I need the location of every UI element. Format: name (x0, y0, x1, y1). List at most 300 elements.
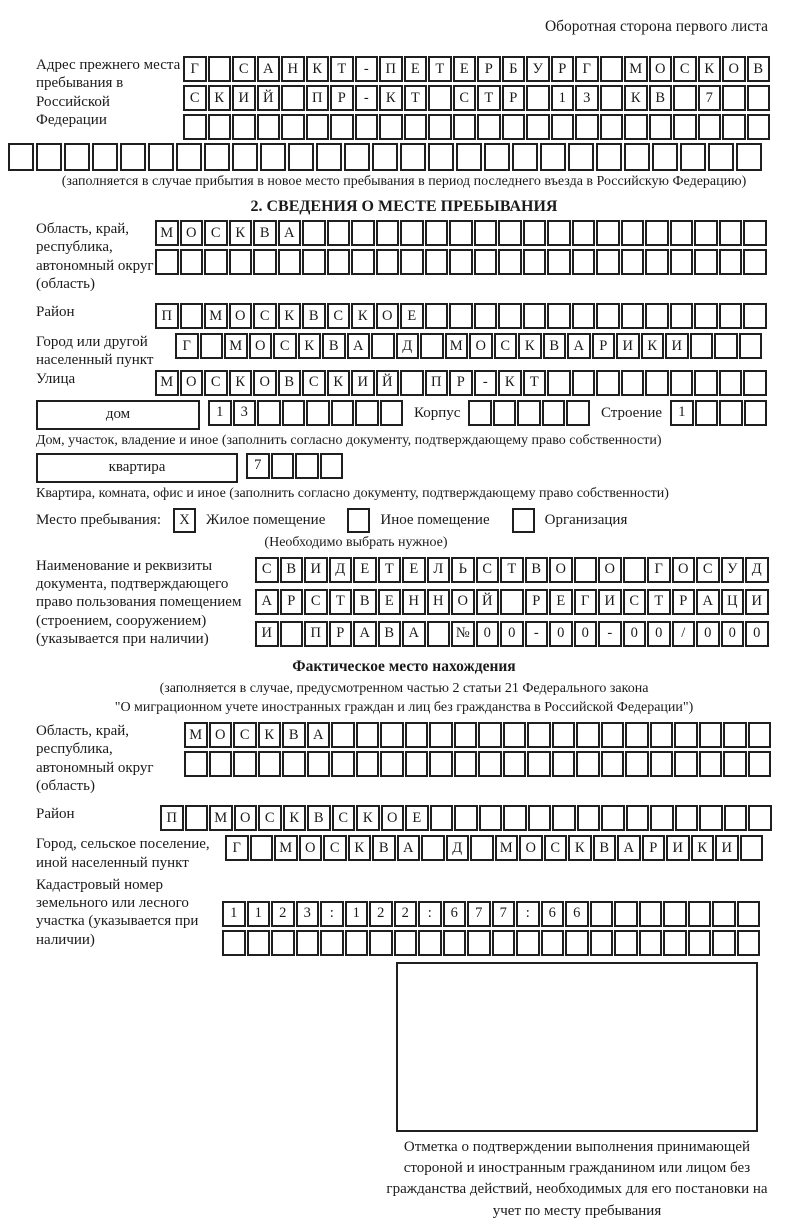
char-cell[interactable]: С (253, 303, 277, 329)
char-cell[interactable]: С (183, 85, 207, 111)
char-cell[interactable]: В (353, 589, 377, 615)
stay-option-other-checkbox[interactable] (347, 508, 370, 533)
char-cell[interactable] (572, 370, 596, 396)
char-cell[interactable]: С (233, 722, 257, 748)
char-cell[interactable]: : (320, 901, 344, 927)
char-cell[interactable]: К (258, 722, 282, 748)
char-cell[interactable]: Р (551, 56, 575, 82)
char-cell[interactable] (639, 901, 663, 927)
char-cell[interactable]: В (307, 805, 331, 831)
char-cell[interactable] (176, 143, 202, 171)
char-cell[interactable] (572, 249, 596, 275)
char-cell[interactable] (670, 249, 694, 275)
char-cell[interactable] (474, 249, 498, 275)
char-cell[interactable] (699, 722, 723, 748)
char-cell[interactable] (454, 751, 478, 777)
char-cell[interactable] (8, 143, 34, 171)
char-cell[interactable] (222, 930, 246, 956)
char-cell[interactable]: 0 (500, 621, 524, 647)
char-cell[interactable] (330, 114, 354, 140)
char-cell[interactable]: К (278, 303, 302, 329)
char-cell[interactable]: О (469, 333, 493, 359)
char-cell[interactable]: 0 (647, 621, 671, 647)
char-cell[interactable]: К (698, 56, 722, 82)
char-cell[interactable]: Б (502, 56, 526, 82)
char-cell[interactable] (278, 249, 302, 275)
char-cell[interactable]: В (302, 303, 326, 329)
char-cell[interactable]: К (568, 835, 592, 861)
char-cell[interactable] (257, 400, 281, 426)
char-cell[interactable] (572, 303, 596, 329)
char-cell[interactable]: 2 (394, 901, 418, 927)
char-cell[interactable]: К (518, 333, 542, 359)
char-cell[interactable]: К (641, 333, 665, 359)
char-cell[interactable]: Р (672, 589, 696, 615)
char-cell[interactable] (331, 751, 355, 777)
char-cell[interactable] (736, 143, 762, 171)
char-cell[interactable] (624, 143, 650, 171)
char-cell[interactable] (454, 805, 478, 831)
char-cell[interactable]: С (544, 835, 568, 861)
char-cell[interactable] (316, 143, 342, 171)
char-cell[interactable]: К (298, 333, 322, 359)
char-cell[interactable] (428, 114, 452, 140)
char-cell[interactable] (621, 303, 645, 329)
char-cell[interactable]: Т (330, 56, 354, 82)
char-cell[interactable] (498, 249, 522, 275)
char-cell[interactable] (694, 370, 718, 396)
char-cell[interactable] (429, 722, 453, 748)
char-cell[interactable]: Р (280, 589, 304, 615)
char-cell[interactable] (596, 249, 620, 275)
char-cell[interactable]: 2 (369, 901, 393, 927)
char-cell[interactable]: О (229, 303, 253, 329)
char-cell[interactable] (204, 249, 228, 275)
char-cell[interactable] (690, 333, 714, 359)
char-cell[interactable]: 0 (721, 621, 745, 647)
char-cell[interactable] (380, 751, 404, 777)
char-cell[interactable]: К (306, 56, 330, 82)
char-cell[interactable]: А (347, 333, 371, 359)
char-cell[interactable] (376, 249, 400, 275)
char-cell[interactable] (601, 805, 625, 831)
char-cell[interactable] (528, 805, 552, 831)
char-cell[interactable]: О (649, 56, 673, 82)
char-cell[interactable] (208, 56, 232, 82)
char-cell[interactable]: П (160, 805, 184, 831)
char-cell[interactable] (547, 249, 571, 275)
char-cell[interactable]: - (474, 370, 498, 396)
char-cell[interactable] (351, 249, 375, 275)
char-cell[interactable]: Р (502, 85, 526, 111)
char-cell[interactable] (670, 303, 694, 329)
char-cell[interactable] (737, 930, 761, 956)
char-cell[interactable]: Т (500, 557, 524, 583)
char-cell[interactable]: К (498, 370, 522, 396)
char-cell[interactable]: К (351, 303, 375, 329)
char-cell[interactable] (233, 751, 257, 777)
char-cell[interactable]: А (278, 220, 302, 246)
char-cell[interactable] (400, 143, 426, 171)
char-cell[interactable] (652, 143, 678, 171)
char-cell[interactable] (527, 751, 551, 777)
char-cell[interactable] (148, 143, 174, 171)
char-cell[interactable] (400, 370, 424, 396)
char-cell[interactable]: А (696, 589, 720, 615)
char-cell[interactable] (699, 751, 723, 777)
char-cell[interactable] (320, 930, 344, 956)
char-cell[interactable]: К (348, 835, 372, 861)
char-cell[interactable] (719, 303, 743, 329)
char-cell[interactable]: Р (329, 621, 353, 647)
char-cell[interactable]: 7 (246, 453, 270, 479)
char-cell[interactable] (694, 303, 718, 329)
char-cell[interactable] (523, 249, 547, 275)
char-cell[interactable] (327, 220, 351, 246)
char-cell[interactable] (429, 751, 453, 777)
char-cell[interactable] (355, 400, 379, 426)
char-cell[interactable]: С (204, 220, 228, 246)
char-cell[interactable]: О (253, 370, 277, 396)
stay-option-organization-checkbox[interactable] (512, 508, 535, 533)
char-cell[interactable]: И (255, 621, 279, 647)
char-cell[interactable] (547, 303, 571, 329)
char-cell[interactable]: У (721, 557, 745, 583)
char-cell[interactable]: Г (225, 835, 249, 861)
char-cell[interactable] (379, 114, 403, 140)
char-cell[interactable]: У (526, 56, 550, 82)
char-cell[interactable] (645, 220, 669, 246)
char-cell[interactable] (404, 114, 428, 140)
char-cell[interactable]: Р (477, 56, 501, 82)
char-cell[interactable]: О (519, 835, 543, 861)
char-cell[interactable] (512, 143, 538, 171)
char-cell[interactable]: Й (376, 370, 400, 396)
char-cell[interactable]: Т (378, 557, 402, 583)
char-cell[interactable] (542, 400, 566, 426)
char-cell[interactable] (552, 722, 576, 748)
char-cell[interactable]: - (355, 85, 379, 111)
char-cell[interactable]: К (229, 370, 253, 396)
char-cell[interactable] (427, 621, 451, 647)
char-cell[interactable]: 2 (271, 901, 295, 927)
char-cell[interactable]: Ц (721, 589, 745, 615)
char-cell[interactable] (719, 249, 743, 275)
char-cell[interactable]: П (425, 370, 449, 396)
char-cell[interactable] (565, 930, 589, 956)
char-cell[interactable]: И (715, 835, 739, 861)
char-cell[interactable] (552, 805, 576, 831)
char-cell[interactable]: М (224, 333, 248, 359)
char-cell[interactable]: О (234, 805, 258, 831)
char-cell[interactable] (331, 722, 355, 748)
char-cell[interactable] (712, 930, 736, 956)
char-cell[interactable]: Н (402, 589, 426, 615)
char-cell[interactable]: К (624, 85, 648, 111)
char-cell[interactable] (257, 114, 281, 140)
char-cell[interactable] (380, 722, 404, 748)
char-cell[interactable] (425, 303, 449, 329)
char-cell[interactable] (688, 901, 712, 927)
char-cell[interactable] (527, 722, 551, 748)
char-cell[interactable] (405, 722, 429, 748)
char-cell[interactable] (675, 805, 699, 831)
char-cell[interactable]: К (208, 85, 232, 111)
char-cell[interactable] (369, 930, 393, 956)
char-cell[interactable] (500, 589, 524, 615)
char-cell[interactable] (478, 722, 502, 748)
char-cell[interactable] (596, 303, 620, 329)
char-cell[interactable]: Е (549, 589, 573, 615)
char-cell[interactable]: Й (476, 589, 500, 615)
char-cell[interactable] (748, 805, 772, 831)
char-cell[interactable] (540, 143, 566, 171)
char-cell[interactable] (428, 143, 454, 171)
char-cell[interactable]: В (278, 370, 302, 396)
char-cell[interactable]: К (327, 370, 351, 396)
char-cell[interactable] (552, 751, 576, 777)
char-cell[interactable]: О (209, 722, 233, 748)
char-cell[interactable] (624, 114, 648, 140)
char-cell[interactable] (376, 220, 400, 246)
char-cell[interactable] (307, 751, 331, 777)
char-cell[interactable]: С (623, 589, 647, 615)
char-cell[interactable]: В (280, 557, 304, 583)
char-cell[interactable]: Й (257, 85, 281, 111)
char-cell[interactable]: Р (525, 589, 549, 615)
char-cell[interactable] (723, 751, 747, 777)
house-type-box[interactable]: дом (36, 400, 200, 430)
char-cell[interactable] (253, 249, 277, 275)
char-cell[interactable] (428, 85, 452, 111)
char-cell[interactable] (575, 114, 599, 140)
char-cell[interactable]: К (356, 805, 380, 831)
char-cell[interactable]: О (598, 557, 622, 583)
char-cell[interactable] (456, 143, 482, 171)
char-cell[interactable] (295, 453, 319, 479)
char-cell[interactable]: Р (592, 333, 616, 359)
char-cell[interactable] (271, 930, 295, 956)
char-cell[interactable] (405, 751, 429, 777)
char-cell[interactable] (453, 114, 477, 140)
char-cell[interactable]: О (451, 589, 475, 615)
char-cell[interactable] (574, 557, 598, 583)
char-cell[interactable]: Т (329, 589, 353, 615)
char-cell[interactable]: Р (449, 370, 473, 396)
char-cell[interactable] (576, 722, 600, 748)
char-cell[interactable]: Н (281, 56, 305, 82)
char-cell[interactable]: О (299, 835, 323, 861)
char-cell[interactable] (600, 85, 624, 111)
char-cell[interactable] (184, 751, 208, 777)
char-cell[interactable]: - (598, 621, 622, 647)
char-cell[interactable] (271, 453, 295, 479)
char-cell[interactable]: 0 (745, 621, 769, 647)
char-cell[interactable]: В (253, 220, 277, 246)
char-cell[interactable]: С (476, 557, 500, 583)
char-cell[interactable]: Н (427, 589, 451, 615)
char-cell[interactable] (92, 143, 118, 171)
char-cell[interactable] (673, 85, 697, 111)
char-cell[interactable]: М (495, 835, 519, 861)
char-cell[interactable]: 1 (208, 400, 232, 426)
char-cell[interactable] (180, 303, 204, 329)
char-cell[interactable]: Е (353, 557, 377, 583)
char-cell[interactable] (712, 901, 736, 927)
char-cell[interactable] (748, 751, 772, 777)
char-cell[interactable]: А (307, 722, 331, 748)
char-cell[interactable] (621, 220, 645, 246)
char-cell[interactable]: Т (523, 370, 547, 396)
char-cell[interactable] (541, 930, 565, 956)
char-cell[interactable] (302, 249, 326, 275)
char-cell[interactable]: С (258, 805, 282, 831)
char-cell[interactable]: А (567, 333, 591, 359)
char-cell[interactable]: С (273, 333, 297, 359)
char-cell[interactable] (306, 114, 330, 140)
char-cell[interactable] (260, 143, 286, 171)
char-cell[interactable] (601, 751, 625, 777)
char-cell[interactable] (208, 114, 232, 140)
char-cell[interactable] (503, 751, 527, 777)
char-cell[interactable] (345, 930, 369, 956)
char-cell[interactable]: № (451, 621, 475, 647)
char-cell[interactable] (739, 333, 763, 359)
char-cell[interactable] (699, 805, 723, 831)
char-cell[interactable] (596, 220, 620, 246)
char-cell[interactable] (737, 901, 761, 927)
char-cell[interactable] (601, 722, 625, 748)
char-cell[interactable] (614, 930, 638, 956)
char-cell[interactable] (498, 220, 522, 246)
char-cell[interactable]: 7 (467, 901, 491, 927)
char-cell[interactable]: - (355, 56, 379, 82)
char-cell[interactable]: Е (404, 56, 428, 82)
char-cell[interactable] (625, 751, 649, 777)
char-cell[interactable] (183, 114, 207, 140)
char-cell[interactable] (400, 249, 424, 275)
char-cell[interactable] (547, 370, 571, 396)
char-cell[interactable] (281, 114, 305, 140)
char-cell[interactable] (288, 143, 314, 171)
char-cell[interactable]: Е (402, 557, 426, 583)
char-cell[interactable] (639, 930, 663, 956)
char-cell[interactable]: Р (330, 85, 354, 111)
char-cell[interactable]: О (381, 805, 405, 831)
char-cell[interactable]: В (378, 621, 402, 647)
char-cell[interactable] (516, 930, 540, 956)
char-cell[interactable]: / (672, 621, 696, 647)
char-cell[interactable] (714, 333, 738, 359)
char-cell[interactable]: О (180, 220, 204, 246)
char-cell[interactable]: Р (642, 835, 666, 861)
char-cell[interactable] (722, 114, 746, 140)
char-cell[interactable] (232, 114, 256, 140)
char-cell[interactable]: 3 (233, 400, 257, 426)
char-cell[interactable]: Т (404, 85, 428, 111)
char-cell[interactable]: И (351, 370, 375, 396)
char-cell[interactable] (492, 930, 516, 956)
char-cell[interactable] (232, 143, 258, 171)
char-cell[interactable] (590, 930, 614, 956)
stay-option-residential-checkbox[interactable]: X (173, 508, 196, 533)
char-cell[interactable]: М (204, 303, 228, 329)
char-cell[interactable] (663, 930, 687, 956)
char-cell[interactable]: 7 (492, 901, 516, 927)
char-cell[interactable]: Г (574, 589, 598, 615)
char-cell[interactable]: Д (329, 557, 353, 583)
char-cell[interactable] (302, 220, 326, 246)
char-cell[interactable]: М (445, 333, 469, 359)
char-cell[interactable] (430, 805, 454, 831)
char-cell[interactable] (185, 805, 209, 831)
char-cell[interactable]: П (155, 303, 179, 329)
char-cell[interactable] (621, 370, 645, 396)
char-cell[interactable] (503, 805, 527, 831)
char-cell[interactable] (650, 805, 674, 831)
char-cell[interactable] (477, 114, 501, 140)
char-cell[interactable] (250, 835, 274, 861)
char-cell[interactable]: О (722, 56, 746, 82)
char-cell[interactable]: 0 (549, 621, 573, 647)
char-cell[interactable] (698, 114, 722, 140)
char-cell[interactable]: Л (427, 557, 451, 583)
char-cell[interactable]: С (323, 835, 347, 861)
char-cell[interactable]: А (255, 589, 279, 615)
char-cell[interactable]: О (180, 370, 204, 396)
char-cell[interactable] (474, 220, 498, 246)
char-cell[interactable] (296, 930, 320, 956)
char-cell[interactable]: К (379, 85, 403, 111)
char-cell[interactable]: О (672, 557, 696, 583)
char-cell[interactable] (478, 751, 502, 777)
char-cell[interactable]: И (598, 589, 622, 615)
char-cell[interactable]: П (304, 621, 328, 647)
char-cell[interactable]: Д (446, 835, 470, 861)
char-cell[interactable]: А (617, 835, 641, 861)
char-cell[interactable] (743, 249, 767, 275)
char-cell[interactable] (351, 220, 375, 246)
char-cell[interactable]: Д (396, 333, 420, 359)
char-cell[interactable] (120, 143, 146, 171)
char-cell[interactable] (722, 85, 746, 111)
char-cell[interactable] (454, 722, 478, 748)
char-cell[interactable]: Е (405, 805, 429, 831)
char-cell[interactable] (625, 722, 649, 748)
char-cell[interactable] (744, 400, 768, 426)
char-cell[interactable]: К (283, 805, 307, 831)
char-cell[interactable]: С (304, 589, 328, 615)
char-cell[interactable] (547, 220, 571, 246)
char-cell[interactable] (645, 370, 669, 396)
char-cell[interactable] (425, 249, 449, 275)
char-cell[interactable]: И (666, 835, 690, 861)
char-cell[interactable] (626, 805, 650, 831)
char-cell[interactable]: 1 (247, 901, 271, 927)
char-cell[interactable]: И (665, 333, 689, 359)
char-cell[interactable] (623, 557, 647, 583)
char-cell[interactable]: В (543, 333, 567, 359)
char-cell[interactable]: А (402, 621, 426, 647)
char-cell[interactable] (723, 722, 747, 748)
char-cell[interactable] (621, 249, 645, 275)
char-cell[interactable]: О (549, 557, 573, 583)
char-cell[interactable] (680, 143, 706, 171)
char-cell[interactable] (498, 303, 522, 329)
char-cell[interactable]: 0 (623, 621, 647, 647)
char-cell[interactable] (394, 930, 418, 956)
char-cell[interactable] (747, 85, 771, 111)
